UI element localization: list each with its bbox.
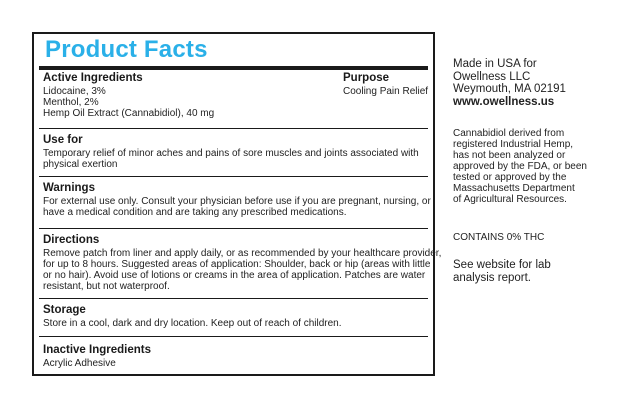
disclaimer-block [453,128,603,205]
warnings-heading: Warnings [43,182,95,194]
lab-report-line: See website for lab [453,259,551,271]
title-divider [39,66,428,70]
disclaimer-line: has not been analyzed or [453,150,566,161]
inactive-ingredient-line: Acrylic Adhesive [43,358,116,369]
directions-line: Remove patch from liner and apply daily, or as recommended by your healthcare provider, [43,248,442,259]
storage-heading: Storage [43,304,86,316]
use-for-line: physical exertion [43,159,118,170]
thc-statement [453,232,603,243]
warnings-line: For external use only. Consult your physician before use if you are pregnant, nursing, or [43,196,431,207]
product-facts-panel [32,32,442,376]
storage-line: Store in a cool, dark and dry location. Keep out of reach of children. [43,318,342,329]
use-for-section [43,134,424,170]
directions-section [43,234,442,292]
address-line: Owellness LLC [453,70,531,83]
disclaimer-line: Massachusetts Department [453,183,575,194]
directions-line: resistant, but not waterproof. [43,281,170,292]
section-divider [39,298,428,299]
disclaimer-line: registered Industrial Hemp, [453,139,574,150]
directions-line: or no hair). Avoid use of lotions or creams in the area of application. Patches are water [43,270,426,281]
purpose-heading: Purpose [343,72,390,84]
inactive-ingredients-heading: Inactive Ingredients [43,344,152,356]
address-line: Made in USA for [453,58,537,70]
warnings-line: have a medical condition and are taking any prescribed medications. [43,207,347,218]
disclaimer-line: of Agricultural Resources. [453,194,567,205]
manufacturer-block [453,58,603,108]
use-for-line: Temporary relief of minor aches and pains of sore muscles and joints associated with [43,148,419,159]
warnings-section [43,182,431,218]
active-ingredient-line: Hemp Oil Extract (Cannabidiol), 40 mg [43,108,215,119]
section-divider [39,336,428,337]
use-for-heading: Use for [43,134,83,146]
disclaimer-line: tested or approved by the [453,172,567,183]
disclaimer-line: Cannabidiol derived from [453,128,565,139]
inactive-ingredients-section [43,344,424,369]
address-line: Weymouth, MA 02191 [453,83,566,95]
active-ingredient-line: Lidocaine, 3% [43,86,106,97]
purpose-value: Cooling Pain Relief [343,86,429,97]
product-facts-title: Product Facts [45,36,208,63]
website-link: www.owellness.us [453,95,555,108]
storage-section [43,304,424,329]
lab-report-line: analysis report. [453,271,531,284]
active-ingredients-section [43,72,429,124]
disclaimer-line: approved by the FDA, or been [453,161,587,172]
active-ingredients-heading: Active Ingredients [43,72,143,84]
directions-heading: Directions [43,234,100,246]
section-divider [39,128,428,129]
section-divider [39,176,428,177]
lab-report-block [453,259,603,284]
section-divider [39,228,428,229]
directions-line: for up to 8 hours. Suggested areas of application: Shoulder, back or hip (areas with little [43,259,431,270]
thc-text: CONTAINS 0% THC [453,232,545,243]
active-ingredient-line: Menthol, 2% [43,97,99,108]
